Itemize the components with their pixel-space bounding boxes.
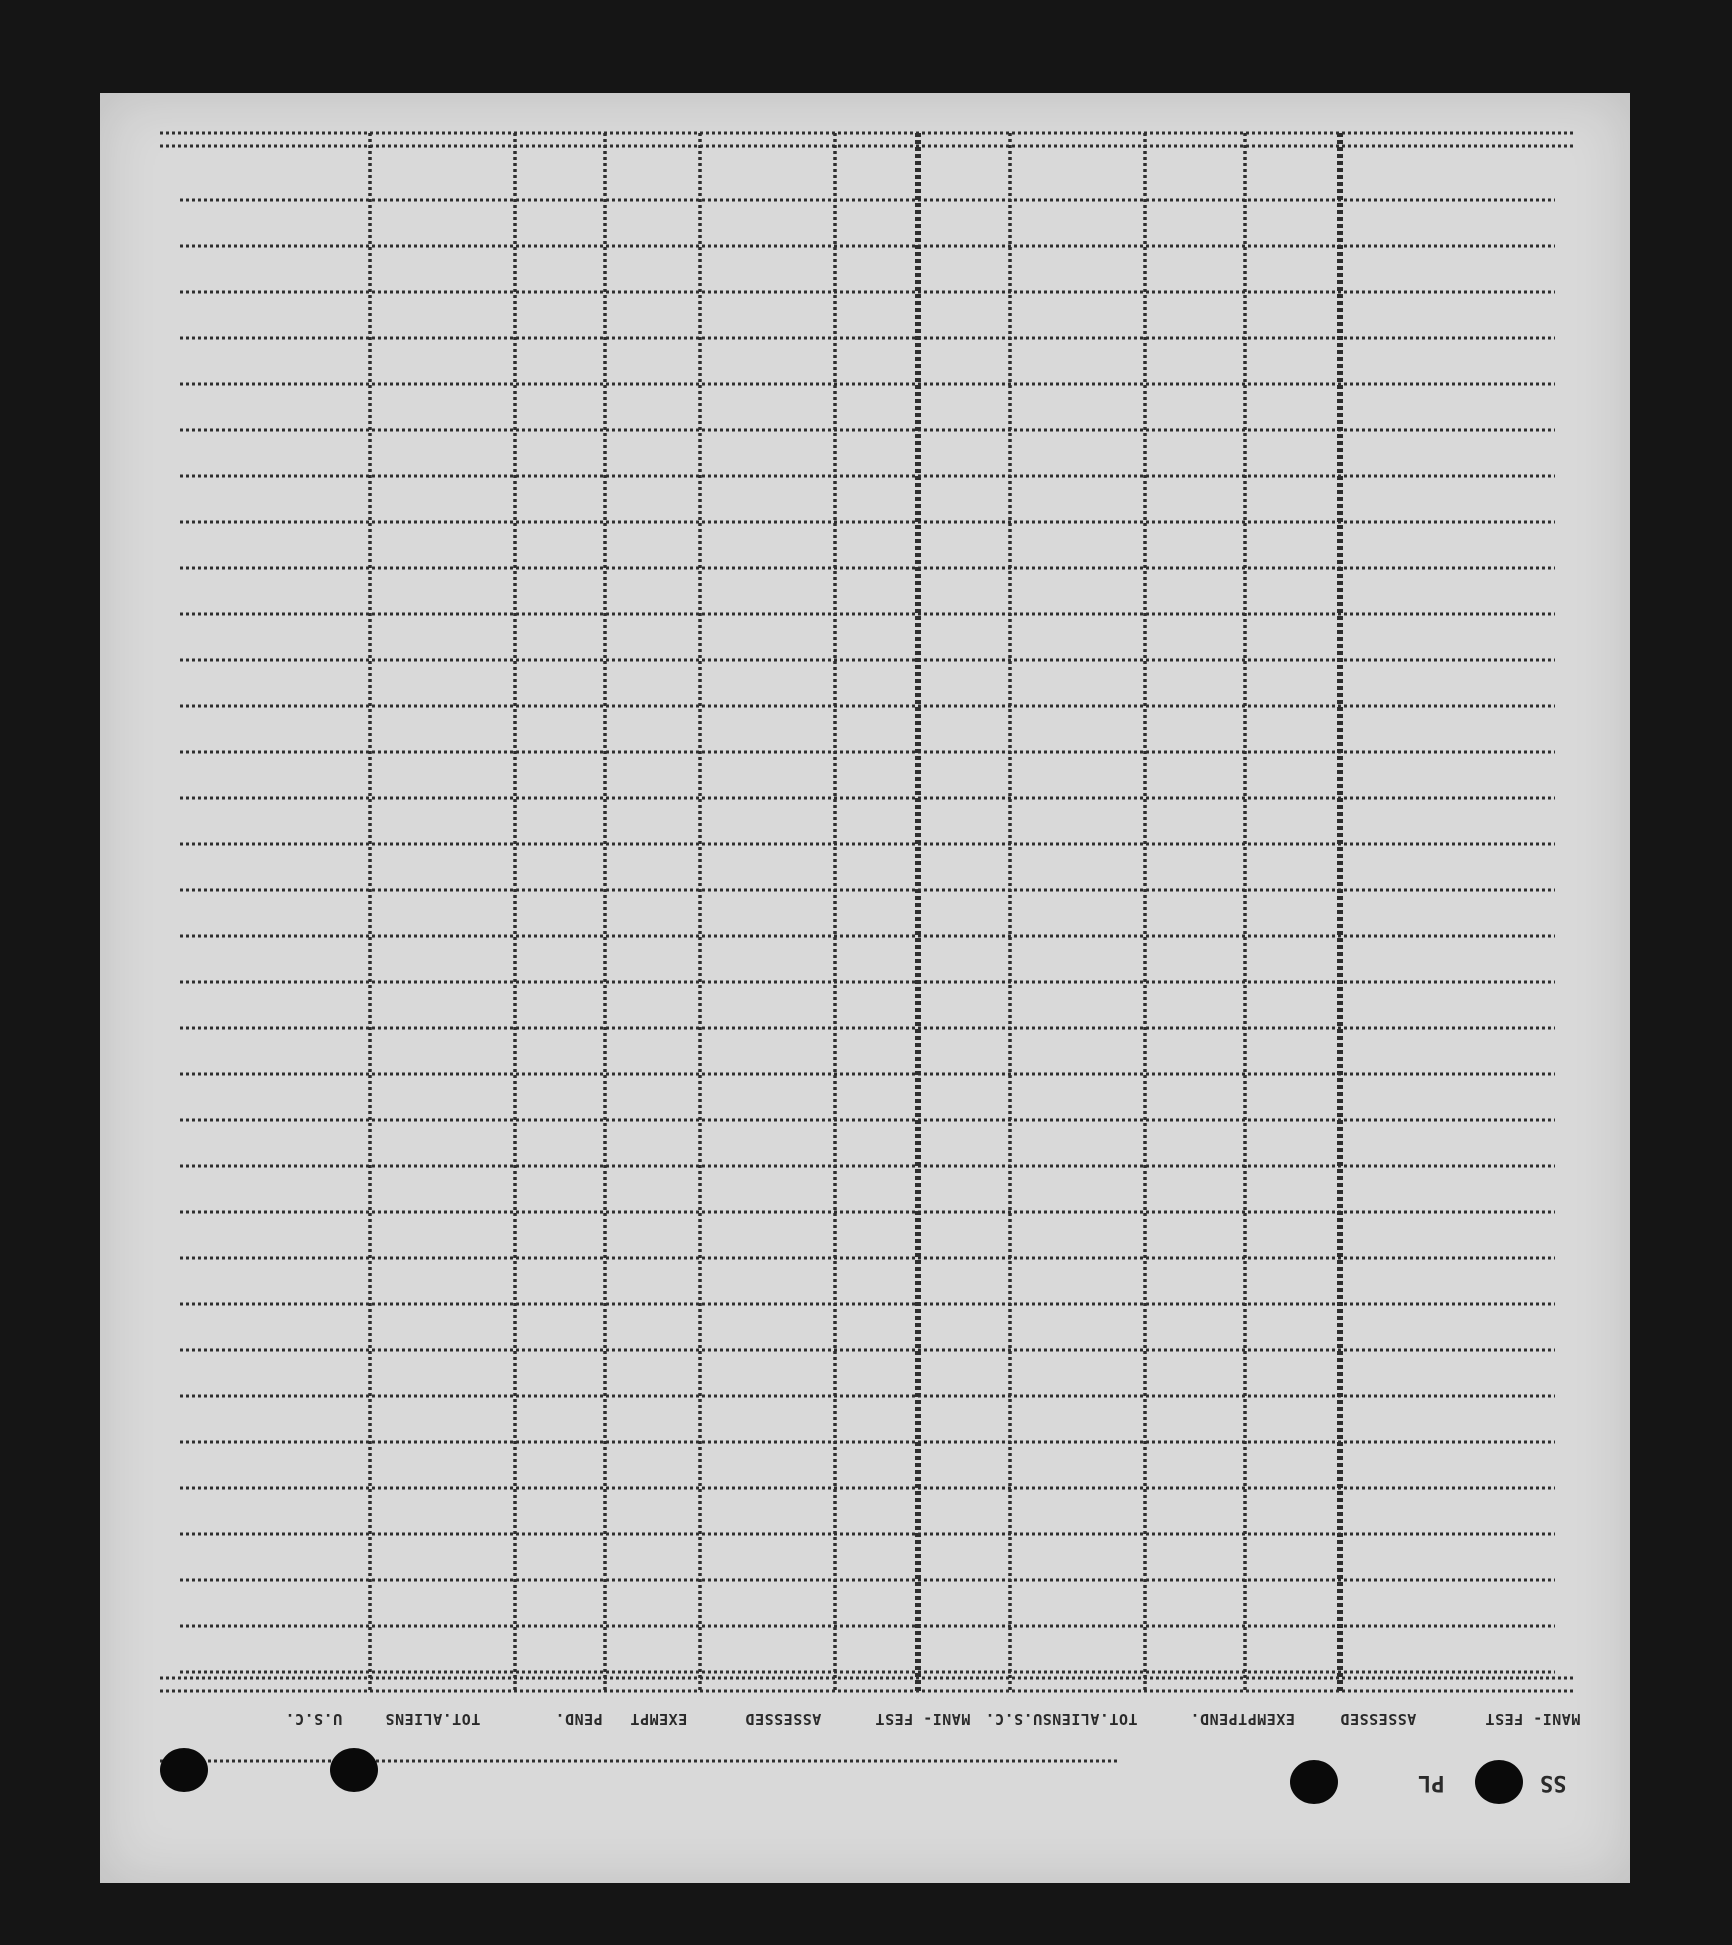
- scanned-form-page: [100, 93, 1630, 1883]
- header-tot-aliens-usc-1: TOT.ALIENSU.S.C.: [985, 1710, 1138, 1728]
- header-assessed-2: ASSESSED: [745, 1710, 822, 1728]
- header-mani-fest-1: MANI- FEST: [1485, 1710, 1581, 1728]
- footer-code-pl: PL: [1418, 1770, 1445, 1795]
- header-exempt-pend-1: EXEMPTPEND.: [1190, 1710, 1295, 1728]
- punch-hole-1: [160, 1748, 208, 1792]
- header-pend-2: PEND.: [555, 1710, 603, 1728]
- dotted-grid: [100, 93, 1630, 1883]
- punch-hole-2: [330, 1748, 378, 1792]
- header-usc-2: U.S.C.: [285, 1710, 343, 1728]
- punch-hole-3: [1290, 1760, 1338, 1804]
- header-tot-aliens-2: TOT.ALIENS: [385, 1710, 481, 1728]
- header-assessed-1: ASSESSED: [1340, 1710, 1417, 1728]
- header-exempt-2: EXEMPT: [630, 1710, 688, 1728]
- footer-code-ss: SS: [1540, 1770, 1567, 1795]
- header-mani-fest-2: MANI- FEST: [875, 1710, 971, 1728]
- punch-hole-4: [1475, 1760, 1523, 1804]
